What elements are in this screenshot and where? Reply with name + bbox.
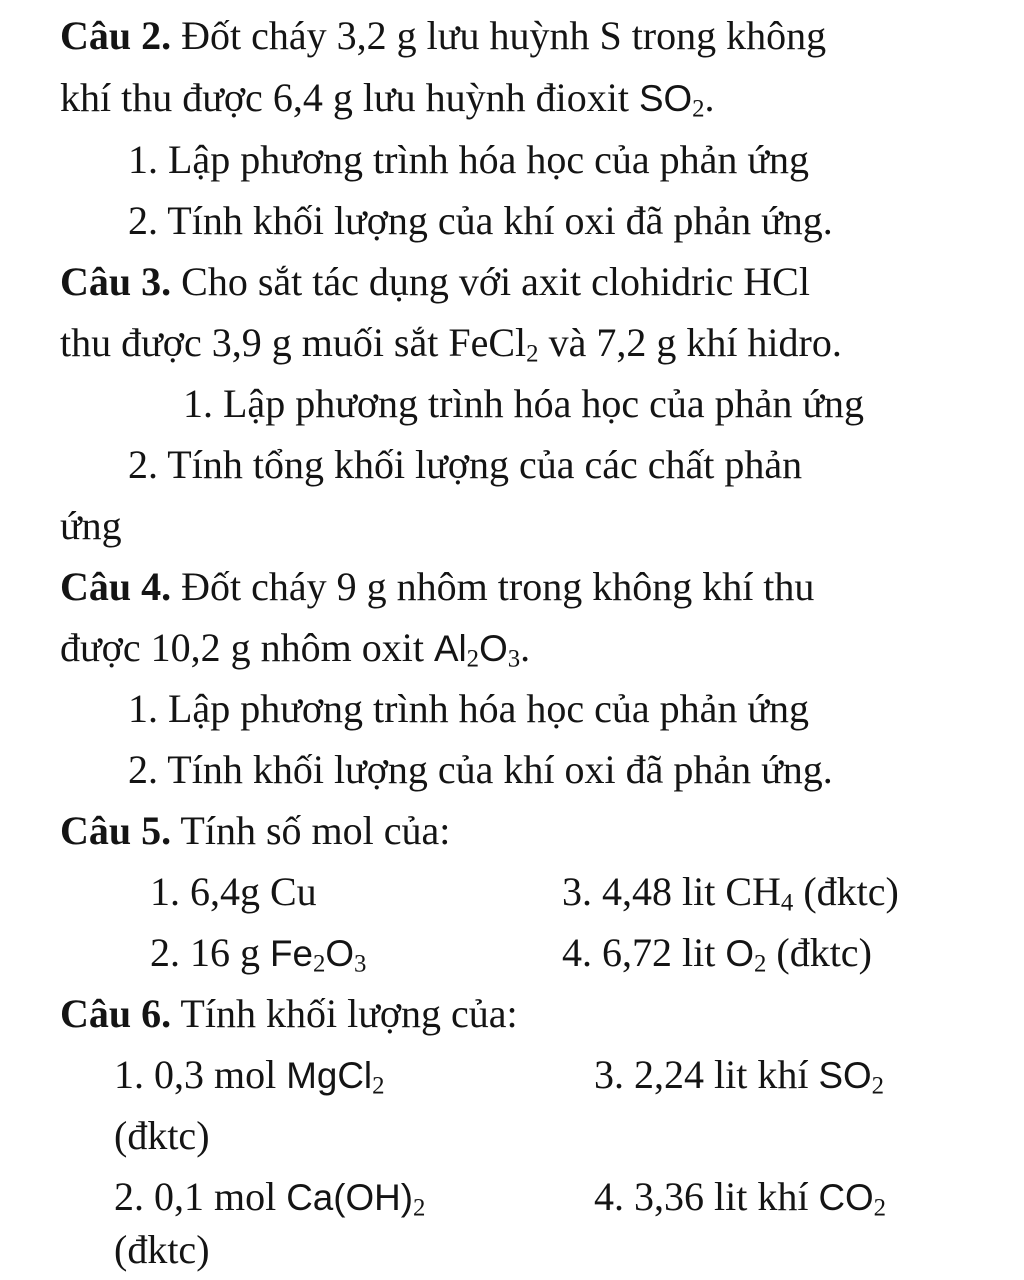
question-3-text-end: và 7,2 g khí hidro. <box>548 320 842 365</box>
question-2-text: Đốt cháy 3,2 g lưu huỳnh S trong không <box>181 13 827 58</box>
question-3-item-2: 2. Tính tổng khối lượng của các chất phản <box>128 442 803 487</box>
formula-mgcl2: MgCl$_2$ <box>286 1055 385 1100</box>
question-4-text: Đốt cháy 9 g nhôm trong không khí thu <box>181 564 815 609</box>
question-3-line-2 <box>60 320 842 368</box>
question-4-item-1: 1. Lập phương trình hóa học của phản ứng <box>128 686 810 731</box>
question-2-item-1: 1. Lập phương trình hóa học của phản ứng <box>128 137 810 182</box>
question-6-item-1: 1. 0,3 mol MgCl$_2$ <box>114 1052 385 1100</box>
question-6-item-3-cont: (đktc) <box>114 1113 210 1158</box>
question-2-line-1 <box>60 13 827 58</box>
question-2-item-2: 2. Tính khối lượng của khí oxi đã phản ứng. <box>128 198 833 243</box>
formula-fe2o3: $Fe_2O_3$ <box>270 933 367 978</box>
question-5-item-3: 3. 4,48 lit $CH_4$ (đktc) <box>562 869 899 917</box>
question-3-label: Câu 3. <box>60 259 172 304</box>
formula-fecl2-sub: 2 <box>526 340 539 368</box>
question-6-line-1 <box>60 991 518 1036</box>
question-6-item-4: 4. 3,36 lit khí $CO_2$ <box>594 1174 887 1222</box>
formula-co2: $CO_2$ <box>818 1177 887 1222</box>
question-5-line-1 <box>60 808 451 853</box>
question-3-text: Cho sắt tác dụng với axit clohidric HCl <box>181 259 810 304</box>
question-5-item-4: 4. 6,72 lit $O_2$ (đktc) <box>562 930 872 978</box>
question-5-item-1: 1. 6,4g Cu <box>150 869 317 914</box>
formula-caoh2: $Ca(OH)_2$ <box>286 1177 426 1222</box>
question-6-item-4-cont: (đktc) <box>114 1227 210 1272</box>
question-6-title: Tính khối lượng của: <box>180 991 518 1036</box>
question-5-label: Câu 5. <box>60 808 172 853</box>
question-2-label: Câu 2. <box>60 13 172 58</box>
formula-o2: $O_2$ <box>725 933 767 978</box>
question-6-label: Câu 6. <box>60 991 172 1036</box>
question-4-line-1 <box>60 564 815 609</box>
question-4-line-2 <box>60 625 531 673</box>
question-2-text-cont: khí thu được 6,4 g lưu huỳnh đioxit <box>60 75 629 120</box>
question-2-line-2 <box>60 75 715 123</box>
question-6-item-2: 2. 0,1 mol $Ca(OH)_2$ <box>114 1174 426 1222</box>
question-5-title: Tính số mol của: <box>180 808 451 853</box>
formula-al2o3: $Al_2O_3$. <box>433 625 531 673</box>
formula-so2-b: $SO_2$ <box>818 1055 885 1100</box>
question-4-item-2: 2. Tính khối lượng của khí oxi đã phản ứng. <box>128 747 833 792</box>
formula-so2: $SO_2$. <box>638 75 715 123</box>
question-3-line-1 <box>60 259 810 304</box>
question-4-text-cont: được 10,2 g nhôm oxit <box>60 625 424 670</box>
question-5-item-2: 2. 16 g $Fe_2O_3$ <box>150 930 367 978</box>
question-3-item-1: 1. Lập phương trình hóa học của phản ứng <box>183 381 865 426</box>
question-6-item-3: 3. 2,24 lit khí $SO_2$ <box>594 1052 885 1100</box>
question-3-item-2-cont: ứng <box>60 503 122 548</box>
question-4-label: Câu 4. <box>60 564 172 609</box>
question-3-text-cont: thu được 3,9 g muối sắt FeCl <box>60 320 527 365</box>
